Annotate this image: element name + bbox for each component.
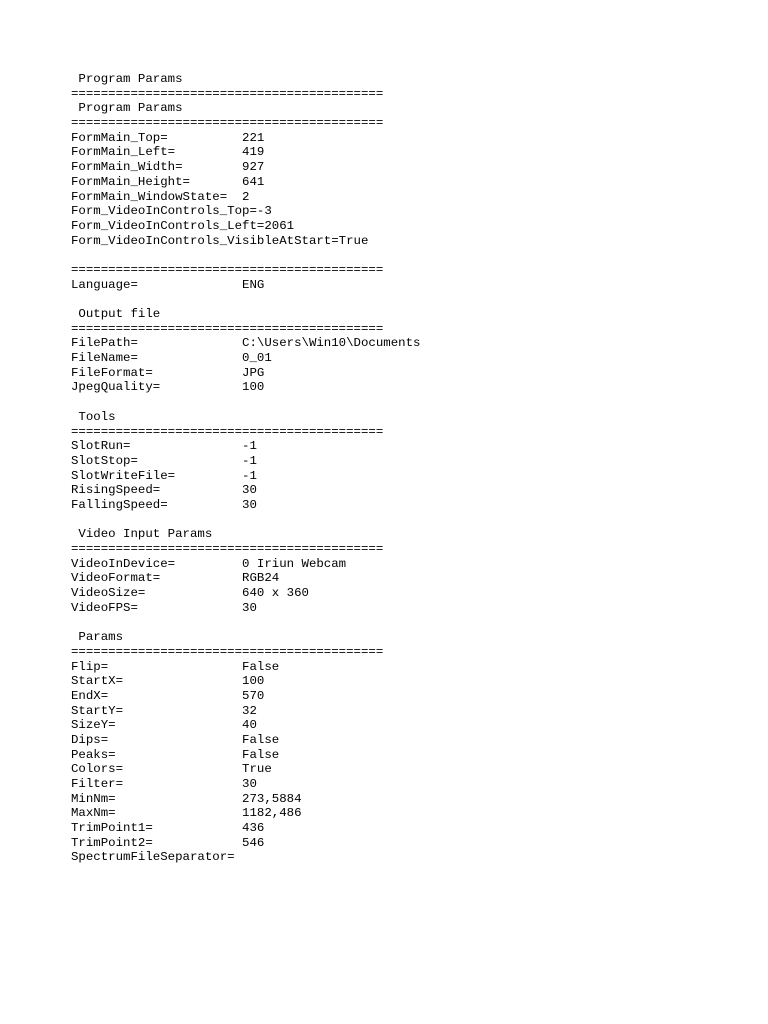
blank-line [71,248,420,263]
param-line: Form_VideoInControls_Left=2061 [71,218,295,233]
blank-line [71,615,420,630]
param-line: VideoFormat= RGB24 [71,571,280,586]
param-line: Form_VideoInControls_Top=-3 [71,204,272,219]
blank-line [71,513,420,528]
param-line: SlotWriteFile= -1 [71,468,257,483]
param-line: FormMain_Width= 927 [71,160,265,175]
blank-line [71,395,420,410]
param-line: FormMain_WindowState= 2 [71,189,250,204]
blank-line [71,292,420,307]
param-line: VideoInDevice= 0 Iriun Webcam [71,556,347,571]
section-heading: Video Input Params [71,527,213,542]
param-line: Dips= False [71,732,280,747]
separator-line: ========================================== [71,86,384,101]
param-line: JpegQuality= 100 [71,380,265,395]
separator-line: ========================================== [71,321,384,336]
separator-line: ========================================== [71,542,384,556]
param-line: EndX= 570 [71,688,265,703]
param-line: FallingSpeed= 30 [71,497,257,512]
param-line: FileName= 0_01 [71,351,272,366]
param-line: SpectrumFileSeparator= [71,850,235,865]
param-line: TrimPoint1= 436 [71,821,265,836]
section-heading: Params [71,630,124,645]
param-line: FilePath= C:\Users\Win10\Documents [71,336,421,351]
param-line: Peaks= False [71,747,280,762]
param-line: Form_VideoInControls_VisibleAtStart=True [71,233,369,248]
section-heading: Tools [71,409,116,424]
separator-line: ========================================== [71,424,384,439]
params-document [71,72,420,865]
section-heading: Program Params [71,72,183,86]
param-line: FileFormat= JPG [71,365,265,380]
param-line: Language= ENG [71,277,265,292]
param-line: TrimPoint2= 546 [71,835,265,850]
param-line: SlotRun= -1 [71,439,257,454]
param-line: FormMain_Top= 221 [71,130,265,145]
param-line: Flip= False [71,659,280,674]
param-line: Colors= True [71,762,272,777]
param-line: SlotStop= -1 [71,453,257,468]
param-line: FormMain_Height= 641 [71,174,265,189]
section-heading: Output file [71,307,161,321]
param-line: SizeY= 40 [71,718,257,733]
param-line: FormMain_Left= 419 [71,145,265,160]
param-line: RisingSpeed= 30 [71,483,257,498]
param-line: StartY= 32 [71,703,257,718]
param-line: VideoFPS= 30 [71,600,257,615]
param-line: VideoSize= 640 x 360 [71,586,309,601]
section-heading: Program Params [71,101,183,116]
separator-line: ========================================== [71,644,384,659]
param-line: StartX= 100 [71,674,265,689]
param-line: Filter= 30 [71,777,257,791]
param-line: MinNm= 273,5884 [71,791,302,806]
separator-line: ========================================== [71,116,384,131]
separator-line: ========================================== [71,262,384,277]
param-line: MaxNm= 1182,486 [71,806,302,821]
